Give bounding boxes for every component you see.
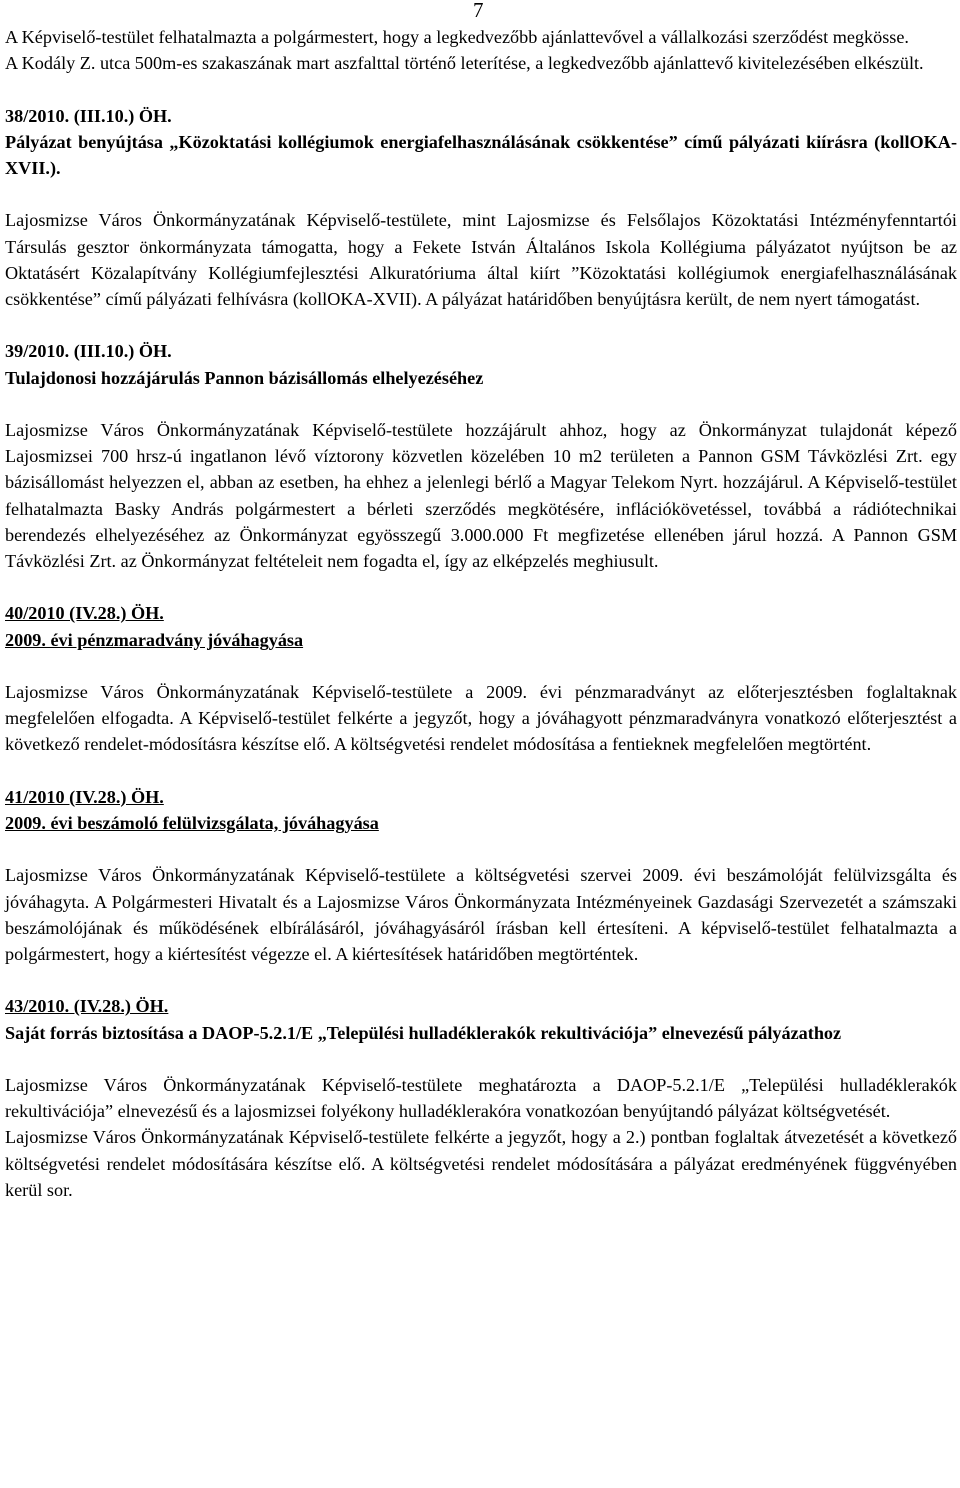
resolution-body: Lajosmizse Város Önkormányzatának Képviselő-testülete felkérte a jegyzőt, hogy a 2.) pontban foglaltak átvezetését a következő költségvetési rendelet módosítására készítse elő. A költségvetési rendelet módosítására a pályázat eredményének függvényében kerül sor. <box>5 1127 957 1200</box>
resolution-body: Lajosmizse Város Önkormányzatának Képviselő-testülete a 2009. évi pénzmaradványt az előterjesztésben foglaltaknak megfelelően elfogadta. A Képviselő-testület felkérte a jegyzőt, hogy a jóváhagyott pénzmaradványra vonatkozó előterjesztést a következő rendelet-módosításra készítse elő. A költségvetési rendelet módosítása a fentieknek megfelelően megtörtént. <box>5 681 957 755</box>
resolution-title: Saját forrás biztosítása a DAOP-5.2.1/E „Települési hulladéklerakók rekultivációja” elnevezésű pályázathoz <box>5 1022 842 1043</box>
document-page <box>5 24 957 1203</box>
intro-paragraph-authorization: A Képviselő-testület felhatalmazta a polgármestert, hogy a legkedvezőbb ajánlattevővel a vállalkozási szerződést megkösse. <box>5 27 909 47</box>
resolution-body: Lajosmizse Város Önkormányzatának Képviselő-testülete hozzájárult ahhoz, hogy az Önkormányzat tulajdonát képező Lajosmizsei 700 hrsz-ú ingatlanon lévő víztorony közvetlen közelében 10 m2 területen a Pannon GSM Távközlési Zrt. egy bázisállomást helyezzen el, abban az esetben, ha ehhez a jelenlegi bérlő a Magyar Telekom Nyrt. hozzájárul. A Képviselő-testület felhatalmazta Basky András polgármestert a bérleti szerződés megkötésére, inflációkövetéssel, továbbá a rádiótechnikai berendezés elhelyezéséhez az Önkormányzat egyösszegű 3.000.000 Ft megfizetése ellenében járul hozzá. A Pannon GSM Távközlési Zrt. az Önkormányzat feltételeit nem fogadta el, így az elképzelés meghiusult. <box>5 419 957 571</box>
spacer <box>5 1046 957 1072</box>
spacer <box>5 967 957 993</box>
spacer <box>5 391 957 417</box>
resolution-body: Lajosmizse Város Önkormányzatának Képviselő-testülete, mint Lajosmizse és Felsőlajos Közoktatási Intézményfenntartói Társulás gesztor önkormányzata támogatta, hogy a Fekete István Általános Iskola Kollégiuma pályázatot nyújtson be az Oktatásért Közalapítvány Kollégiumfejlesztési Alkuratóriuma által kiírt ”Közoktatási kollégiumok energiafelhasználásának csökkentése” című pályázati felhívásra (kollOKA-XVII). A pályázat határidőben benyújtásra került, de nem nyert támogatást. <box>5 210 957 309</box>
resolution-body: Lajosmizse Város Önkormányzatának Képviselő-testülete a költségvetési szervei 2009. évi beszámolóját felülvizsgálta és jóváhagyta. A Polgármesteri Hivatalt és a Lajosmizse Város Önkormányzata Intézményeinek Gazdasági Szervezetét a számszaki beszámolójának és működésének elbírálásáról, jóváhagyásáról írásban kell értesíteni. A képviselő-testület felhatalmazta a polgármestert, hogy a kiértesítést végezze el. A kiértesítések határidőben megtörténtek. <box>5 865 957 964</box>
resolution-title: 2009. évi beszámoló felülvizsgálata, jóváhagyása <box>5 812 379 833</box>
resolution-number: 41/2010 (IV.28.) ÖH. <box>5 786 164 807</box>
resolution-number: 43/2010. (IV.28.) ÖH. <box>5 996 169 1017</box>
resolution-number: 38/2010. (III.10.) ÖH. <box>5 105 172 126</box>
resolution-number: 40/2010 (IV.28.) ÖH. <box>5 603 164 624</box>
spacer <box>5 653 957 679</box>
resolution-title: Pályázat benyújtása „Közoktatási kollégiumok energiafelhasználásának csökkentése” című pályázati kiírásra (kollOKA-XVII.). <box>5 131 957 178</box>
spacer <box>5 181 957 207</box>
resolution-number: 39/2010. (III.10.) ÖH. <box>5 341 172 362</box>
resolution-title: 2009. évi pénzmaradvány jóváhagyása <box>5 629 304 650</box>
resolution-title: Tulajdonosi hozzájárulás Pannon bázisállomás elhelyezéséhez <box>5 367 484 388</box>
resolution-body: Lajosmizse Város Önkormányzatának Képviselő-testülete meghatározta a DAOP-5.2.1/E „Települési hulladéklerakók rekultivációja” elnevezésű és a lajosmizsei folyékony hulladéklerakóra vonatkozóan benyújtandó pályázat költségvetését. <box>5 1074 957 1122</box>
spacer <box>5 76 957 102</box>
spacer <box>5 836 957 862</box>
page-number: 7 <box>473 0 484 22</box>
intro-paragraph-road-work: A Kodály Z. utca 500m-es szakaszának mart aszfalttal történő leterítése, a legkedvezőbb ajánlattevő kivitelezésében elkészült. <box>5 53 924 74</box>
spacer <box>5 758 957 784</box>
spacer <box>5 574 957 600</box>
spacer <box>5 312 957 338</box>
